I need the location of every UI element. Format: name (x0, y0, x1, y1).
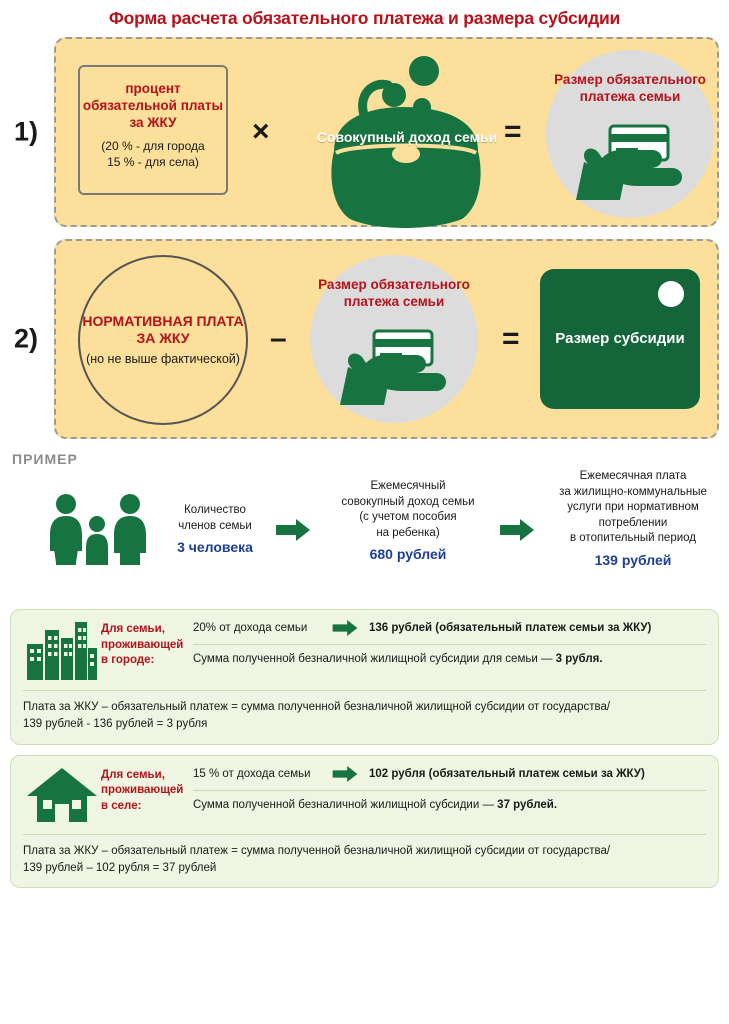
operator-minus: – (270, 322, 287, 355)
panel-village-foot-line1: Плата за ЖКУ – обязательный платеж = сумма полученной безналичной жилищной субсидии от государства/ (23, 844, 611, 857)
example-block3-line5: в отопительный период (569, 532, 697, 545)
subsidy-result-box (540, 269, 700, 409)
example-block2-line2: совокупный доход семьи (341, 495, 475, 508)
example-block1-line1: Количество (184, 504, 246, 516)
arrow-right-icon-2 (500, 519, 534, 541)
percent-card-city: (20 % - для города (101, 138, 205, 153)
panel-village-subsidy-text: Сумма полученной безналичной жилищной субсидии — (193, 798, 494, 811)
panel-city-foot-line2: 139 рублей - 136 рублей = 3 рубля (23, 718, 208, 731)
panel-city-who: Для семьи, проживающей в городе: (101, 623, 184, 667)
example-block3-line2: за жилищно-коммунальные (559, 485, 707, 498)
example-row (10, 471, 719, 601)
panel-city-formula-right: 136 рублей (обязательный платеж семьи за ЖКУ) (369, 622, 652, 634)
operator-equals-2: = (502, 322, 520, 355)
percent-card-village: 15 % - для села) (107, 154, 199, 169)
obligatory-payment-circle-1 (546, 50, 714, 218)
example-block2-value: 680 рублей (369, 546, 447, 563)
formula-step-2 (10, 239, 719, 439)
obligatory-payment-label-2: Размер обязательного платежа семьи (318, 277, 470, 309)
panel-village-subsidy-value: 37 рублей. (497, 798, 558, 811)
step-2-number: 2) (14, 323, 39, 354)
purse-illustration (312, 55, 502, 225)
subsidy-dot-icon (658, 281, 684, 307)
normative-payment-title: НОРМАТИВНАЯ ПЛАТА ЗА ЖКУ (82, 312, 244, 347)
operator-equals-1: = (504, 115, 522, 148)
panel-city-foot-line1: Плата за ЖКУ – обязательный платеж = сумма полученной безналичной жилищной субсидии от государства/ (23, 701, 611, 713)
example-block3-line4: потреблении (598, 516, 668, 529)
panel-village-foot-line2: 139 рублей – 102 рубля = 37 рублей (23, 861, 217, 874)
example-block1-value: 3 человека (177, 539, 253, 556)
example-block2-line3: (с учетом пособия (359, 511, 457, 524)
purse-label: Совокупный доход семьи (316, 129, 498, 145)
city-icon (25, 620, 99, 680)
obligatory-payment-circle-2 (310, 255, 478, 423)
family-icon (42, 493, 152, 565)
panel-city-formula-left: 20% от дохода семьи (193, 622, 308, 634)
panel-village-who: Для семьи, проживающей в селе: (101, 768, 184, 812)
panel-city-subsidy-dash: — (537, 653, 556, 665)
percent-card-title: процент обязательной платы за ЖКУ (82, 81, 224, 130)
step-1-number: 1) (14, 116, 39, 147)
subsidy-result-label: Размер субсидии (555, 329, 685, 347)
example-block1-line2: членов семьи (178, 519, 252, 532)
percent-card (78, 65, 228, 195)
example-heading: ПРИМЕР (12, 451, 78, 467)
example-block3-value: 139 рублей (594, 551, 672, 568)
arrow-right-icon-village (331, 766, 359, 782)
arrow-right-icon-city (331, 620, 359, 636)
panel-village-formula-left: 15 % от дохода семьи (193, 767, 311, 780)
normative-payment-note: (но не выше фактической) (86, 351, 240, 366)
panel-village (10, 755, 719, 889)
panel-city-subsidy-text: Сумма полученной безналичной жилищной субсидии для семьи (193, 653, 538, 665)
example-block2-line1: Ежемесячный (370, 480, 446, 492)
operator-multiply: × (252, 115, 270, 148)
panel-city-subsidy-value: 3 рубля. (555, 653, 603, 665)
example-block3-line3: услуги при нормативном (567, 501, 699, 514)
arrow-right-icon-1 (276, 519, 310, 541)
example-block2-line4: на ребенка) (376, 526, 440, 539)
obligatory-payment-label-1: Размер обязательного платежа семьи (554, 72, 706, 104)
page-title: Форма расчета обязательного платежа и размера субсидии (108, 8, 621, 28)
step-2-box (54, 239, 719, 439)
panel-village-formula-right: 102 рубля (обязательный платеж семьи за ЖКУ) (369, 767, 645, 780)
panel-city-icon-wrap (23, 620, 101, 680)
panel-city (10, 609, 719, 745)
panel-village-icon-wrap (23, 766, 101, 824)
normative-payment-circle (78, 255, 248, 425)
formula-step-1 (10, 37, 719, 227)
example-block3-line1: Ежемесячная плата (579, 470, 687, 482)
step-1-box (54, 37, 719, 227)
house-icon (25, 766, 99, 824)
